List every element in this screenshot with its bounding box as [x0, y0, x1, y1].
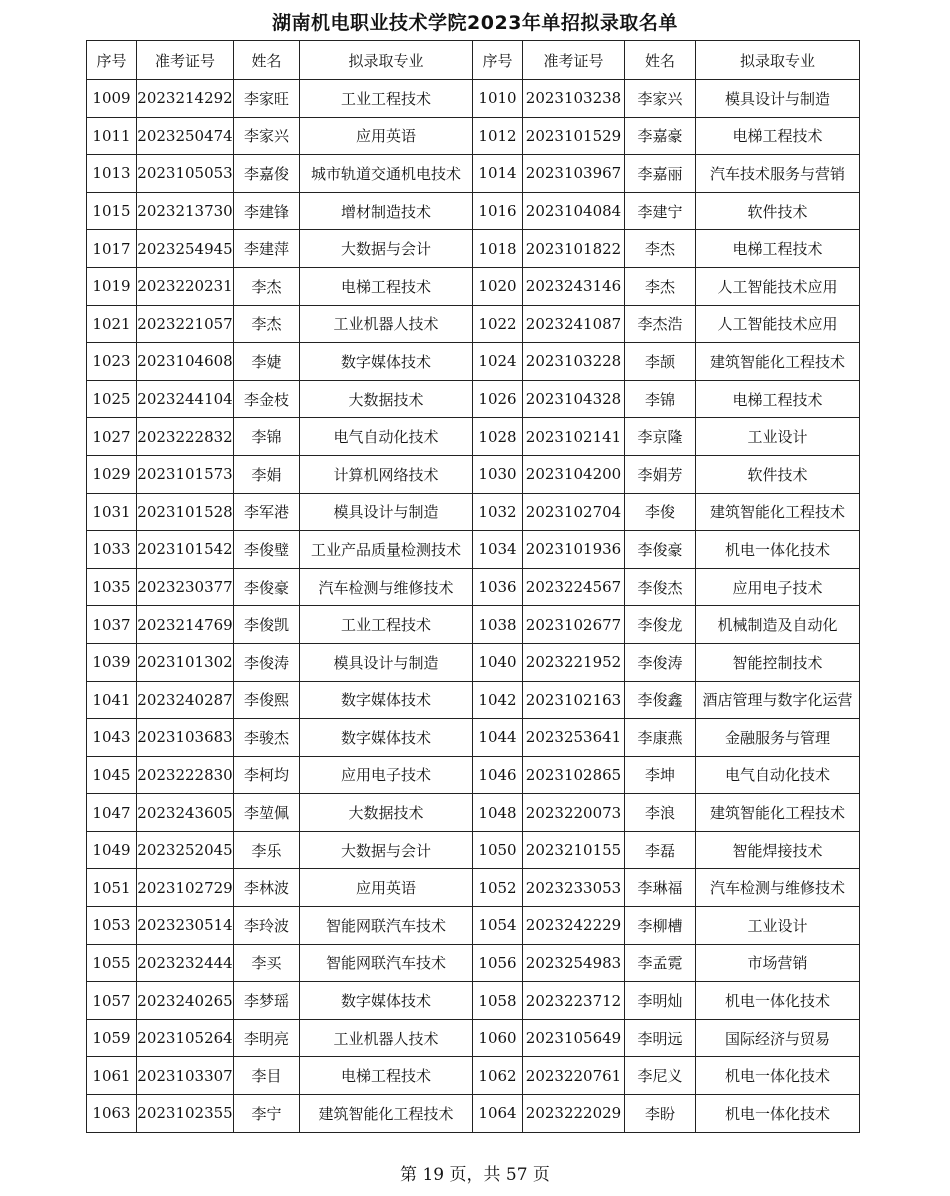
major-cell: 计算机网络技术: [300, 455, 473, 493]
serial-number-cell: 1048: [473, 794, 523, 832]
table-row: [87, 982, 860, 1020]
exam-id-cell: 2023101528: [137, 493, 234, 531]
name-cell: 李婕: [234, 343, 300, 381]
major-cell: 电气自动化技术: [696, 756, 860, 794]
name-cell: 李俊杰: [625, 568, 696, 606]
serial-number-cell: 1021: [87, 305, 137, 343]
exam-id-cell: 2023104328: [523, 380, 625, 418]
major-cell: 工业机器人技术: [300, 1019, 473, 1057]
serial-number-cell: 1013: [87, 155, 137, 193]
major-cell: 机电一体化技术: [696, 1057, 860, 1095]
name-cell: 李明灿: [625, 982, 696, 1020]
exam-id-cell: 2023222830: [137, 756, 234, 794]
name-cell: 李俊鑫: [625, 681, 696, 719]
exam-id-cell: 2023253641: [523, 719, 625, 757]
major-cell: 电梯工程技术: [300, 1057, 473, 1095]
exam-id-cell: 2023232444: [137, 944, 234, 982]
major-cell: 建筑智能化工程技术: [696, 343, 860, 381]
table-row: [87, 192, 860, 230]
serial-number-cell: 1036: [473, 568, 523, 606]
serial-number-cell: 1056: [473, 944, 523, 982]
name-cell: 李俊: [625, 493, 696, 531]
name-cell: 李锦: [234, 418, 300, 456]
exam-id-cell: 2023101302: [137, 643, 234, 681]
major-cell: 人工智能技术应用: [696, 305, 860, 343]
exam-id-cell: 2023240265: [137, 982, 234, 1020]
name-cell: 李俊涛: [625, 643, 696, 681]
exam-id-cell: 2023103683: [137, 719, 234, 757]
name-cell: 李家兴: [234, 117, 300, 155]
serial-number-cell: 1028: [473, 418, 523, 456]
table-row: [87, 869, 860, 907]
major-cell: 智能焊接技术: [696, 831, 860, 869]
table-row: [87, 944, 860, 982]
exam-id-cell: 2023102677: [523, 606, 625, 644]
name-cell: 李堃佩: [234, 794, 300, 832]
major-cell: 机电一体化技术: [696, 982, 860, 1020]
table-row: [87, 493, 860, 531]
name-cell: 李骏杰: [234, 719, 300, 757]
major-cell: 数字媒体技术: [300, 681, 473, 719]
table-row: [87, 230, 860, 268]
exam-id-cell: 2023243605: [137, 794, 234, 832]
exam-id-cell: 2023221057: [137, 305, 234, 343]
name-cell: 李颉: [625, 343, 696, 381]
serial-number-cell: 1038: [473, 606, 523, 644]
major-cell: 软件技术: [696, 455, 860, 493]
table-row: [87, 267, 860, 305]
major-cell: 城市轨道交通机电技术: [300, 155, 473, 193]
major-cell: 电梯工程技术: [696, 380, 860, 418]
exam-id-cell: 2023101542: [137, 531, 234, 569]
major-cell: 工业机器人技术: [300, 305, 473, 343]
exam-id-cell: 2023214292: [137, 80, 234, 118]
serial-number-cell: 1024: [473, 343, 523, 381]
serial-number-cell: 1017: [87, 230, 137, 268]
name-cell: 李锦: [625, 380, 696, 418]
name-cell: 李杰: [234, 305, 300, 343]
name-cell: 李柳槽: [625, 907, 696, 945]
major-cell: 大数据技术: [300, 794, 473, 832]
exam-id-cell: 2023102865: [523, 756, 625, 794]
exam-id-cell: 2023210155: [523, 831, 625, 869]
serial-number-cell: 1054: [473, 907, 523, 945]
exam-id-cell: 2023105053: [137, 155, 234, 193]
serial-number-cell: 1050: [473, 831, 523, 869]
major-cell: 电梯工程技术: [300, 267, 473, 305]
column-header: 序号: [87, 41, 137, 80]
name-cell: 李杰: [625, 267, 696, 305]
major-cell: 机械制造及自动化: [696, 606, 860, 644]
serial-number-cell: 1046: [473, 756, 523, 794]
major-cell: 应用电子技术: [300, 756, 473, 794]
exam-id-cell: 2023101936: [523, 531, 625, 569]
major-cell: 模具设计与制造: [300, 643, 473, 681]
exam-id-cell: 2023220761: [523, 1057, 625, 1095]
major-cell: 工业产品质量检测技术: [300, 531, 473, 569]
exam-id-cell: 2023104608: [137, 343, 234, 381]
table-row: [87, 606, 860, 644]
table-row: [87, 681, 860, 719]
exam-id-cell: 2023101529: [523, 117, 625, 155]
name-cell: 李孟霓: [625, 944, 696, 982]
exam-id-cell: 2023214769: [137, 606, 234, 644]
table-row: [87, 418, 860, 456]
exam-id-cell: 2023244104: [137, 380, 234, 418]
table-row: [87, 343, 860, 381]
name-cell: 李宁: [234, 1095, 300, 1133]
exam-id-cell: 2023240287: [137, 681, 234, 719]
exam-id-cell: 2023103228: [523, 343, 625, 381]
serial-number-cell: 1041: [87, 681, 137, 719]
table-row: [87, 756, 860, 794]
major-cell: 软件技术: [696, 192, 860, 230]
table-row: [87, 907, 860, 945]
exam-id-cell: 2023103238: [523, 80, 625, 118]
name-cell: 李俊凯: [234, 606, 300, 644]
name-cell: 李金枝: [234, 380, 300, 418]
name-cell: 李尼义: [625, 1057, 696, 1095]
exam-id-cell: 2023230514: [137, 907, 234, 945]
major-cell: 汽车检测与维修技术: [300, 568, 473, 606]
serial-number-cell: 1030: [473, 455, 523, 493]
admission-table: [86, 40, 860, 1133]
serial-number-cell: 1018: [473, 230, 523, 268]
serial-number-cell: 1011: [87, 117, 137, 155]
exam-id-cell: 2023101822: [523, 230, 625, 268]
name-cell: 李乐: [234, 831, 300, 869]
column-header: 拟录取专业: [696, 41, 860, 80]
name-cell: 李林波: [234, 869, 300, 907]
exam-id-cell: 2023233053: [523, 869, 625, 907]
exam-id-cell: 2023103967: [523, 155, 625, 193]
serial-number-cell: 1027: [87, 418, 137, 456]
serial-number-cell: 1022: [473, 305, 523, 343]
exam-id-cell: 2023104084: [523, 192, 625, 230]
exam-id-cell: 2023241087: [523, 305, 625, 343]
serial-number-cell: 1055: [87, 944, 137, 982]
name-cell: 李嘉俊: [234, 155, 300, 193]
major-cell: 人工智能技术应用: [696, 267, 860, 305]
table-row: [87, 455, 860, 493]
name-cell: 李康燕: [625, 719, 696, 757]
major-cell: 建筑智能化工程技术: [696, 794, 860, 832]
major-cell: 增材制造技术: [300, 192, 473, 230]
name-cell: 李浪: [625, 794, 696, 832]
name-cell: 李嘉豪: [625, 117, 696, 155]
exam-id-cell: 2023224567: [523, 568, 625, 606]
serial-number-cell: 1014: [473, 155, 523, 193]
name-cell: 李建宁: [625, 192, 696, 230]
exam-id-cell: 2023102163: [523, 681, 625, 719]
exam-id-cell: 2023213730: [137, 192, 234, 230]
table-row: [87, 1095, 860, 1133]
exam-id-cell: 2023220231: [137, 267, 234, 305]
exam-id-cell: 2023104200: [523, 455, 625, 493]
major-cell: 汽车检测与维修技术: [696, 869, 860, 907]
name-cell: 李杰: [234, 267, 300, 305]
major-cell: 智能控制技术: [696, 643, 860, 681]
major-cell: 工业设计: [696, 418, 860, 456]
serial-number-cell: 1051: [87, 869, 137, 907]
serial-number-cell: 1049: [87, 831, 137, 869]
serial-number-cell: 1042: [473, 681, 523, 719]
column-header: 准考证号: [523, 41, 625, 80]
serial-number-cell: 1043: [87, 719, 137, 757]
serial-number-cell: 1037: [87, 606, 137, 644]
serial-number-cell: 1026: [473, 380, 523, 418]
exam-id-cell: 2023102355: [137, 1095, 234, 1133]
name-cell: 李娟芳: [625, 455, 696, 493]
exam-id-cell: 2023254945: [137, 230, 234, 268]
name-cell: 李目: [234, 1057, 300, 1095]
table-row: [87, 831, 860, 869]
exam-id-cell: 2023243146: [523, 267, 625, 305]
serial-number-cell: 1062: [473, 1057, 523, 1095]
table-body: [87, 80, 860, 1133]
table-row: [87, 1057, 860, 1095]
major-cell: 机电一体化技术: [696, 531, 860, 569]
major-cell: 建筑智能化工程技术: [300, 1095, 473, 1133]
name-cell: 李嘉丽: [625, 155, 696, 193]
name-cell: 李娟: [234, 455, 300, 493]
major-cell: 工业工程技术: [300, 80, 473, 118]
column-header: 姓名: [234, 41, 300, 80]
major-cell: 大数据技术: [300, 380, 473, 418]
name-cell: 李坤: [625, 756, 696, 794]
name-cell: 李盼: [625, 1095, 696, 1133]
name-cell: 李俊龙: [625, 606, 696, 644]
serial-number-cell: 1025: [87, 380, 137, 418]
exam-id-cell: 2023242229: [523, 907, 625, 945]
serial-number-cell: 1019: [87, 267, 137, 305]
table-row: [87, 1019, 860, 1057]
major-cell: 建筑智能化工程技术: [696, 493, 860, 531]
serial-number-cell: 1060: [473, 1019, 523, 1057]
exam-id-cell: 2023102704: [523, 493, 625, 531]
table-row: [87, 643, 860, 681]
major-cell: 大数据与会计: [300, 230, 473, 268]
serial-number-cell: 1010: [473, 80, 523, 118]
column-header: 序号: [473, 41, 523, 80]
table-row: [87, 531, 860, 569]
major-cell: 汽车技术服务与营销: [696, 155, 860, 193]
major-cell: 金融服务与管理: [696, 719, 860, 757]
major-cell: 工业设计: [696, 907, 860, 945]
exam-id-cell: 2023221952: [523, 643, 625, 681]
name-cell: 李玲波: [234, 907, 300, 945]
major-cell: 数字媒体技术: [300, 719, 473, 757]
table-row: [87, 80, 860, 118]
name-cell: 李建锋: [234, 192, 300, 230]
serial-number-cell: 1052: [473, 869, 523, 907]
name-cell: 李明亮: [234, 1019, 300, 1057]
serial-number-cell: 1033: [87, 531, 137, 569]
column-header: 拟录取专业: [300, 41, 473, 80]
major-cell: 应用英语: [300, 117, 473, 155]
name-cell: 李杰浩: [625, 305, 696, 343]
major-cell: 模具设计与制造: [300, 493, 473, 531]
major-cell: 酒店管理与数字化运营: [696, 681, 860, 719]
page-title: 湖南机电职业技术学院2023年单招拟录取名单: [272, 12, 678, 34]
serial-number-cell: 1057: [87, 982, 137, 1020]
major-cell: 工业工程技术: [300, 606, 473, 644]
serial-number-cell: 1032: [473, 493, 523, 531]
exam-id-cell: 2023252045: [137, 831, 234, 869]
exam-id-cell: 2023223712: [523, 982, 625, 1020]
major-cell: 应用英语: [300, 869, 473, 907]
exam-id-cell: 2023250474: [137, 117, 234, 155]
table-row: [87, 380, 860, 418]
serial-number-cell: 1034: [473, 531, 523, 569]
serial-number-cell: 1044: [473, 719, 523, 757]
major-cell: 市场营销: [696, 944, 860, 982]
table-row: [87, 719, 860, 757]
serial-number-cell: 1045: [87, 756, 137, 794]
serial-number-cell: 1023: [87, 343, 137, 381]
name-cell: 李京隆: [625, 418, 696, 456]
major-cell: 智能网联汽车技术: [300, 907, 473, 945]
major-cell: 模具设计与制造: [696, 80, 860, 118]
major-cell: 应用电子技术: [696, 568, 860, 606]
table-row: [87, 305, 860, 343]
name-cell: 李俊豪: [234, 568, 300, 606]
exam-id-cell: 2023222029: [523, 1095, 625, 1133]
name-cell: 李俊涛: [234, 643, 300, 681]
major-cell: 数字媒体技术: [300, 343, 473, 381]
name-cell: 李杰: [625, 230, 696, 268]
table-row: [87, 155, 860, 193]
name-cell: 李柯均: [234, 756, 300, 794]
exam-id-cell: 2023105264: [137, 1019, 234, 1057]
serial-number-cell: 1035: [87, 568, 137, 606]
serial-number-cell: 1009: [87, 80, 137, 118]
exam-id-cell: 2023220073: [523, 794, 625, 832]
name-cell: 李俊熙: [234, 681, 300, 719]
name-cell: 李梦瑶: [234, 982, 300, 1020]
serial-number-cell: 1059: [87, 1019, 137, 1057]
serial-number-cell: 1058: [473, 982, 523, 1020]
table-row: [87, 568, 860, 606]
major-cell: 机电一体化技术: [696, 1095, 860, 1133]
exam-id-cell: 2023105649: [523, 1019, 625, 1057]
serial-number-cell: 1063: [87, 1095, 137, 1133]
name-cell: 李明远: [625, 1019, 696, 1057]
name-cell: 李家旺: [234, 80, 300, 118]
exam-id-cell: 2023222832: [137, 418, 234, 456]
serial-number-cell: 1012: [473, 117, 523, 155]
serial-number-cell: 1053: [87, 907, 137, 945]
serial-number-cell: 1029: [87, 455, 137, 493]
name-cell: 李磊: [625, 831, 696, 869]
name-cell: 李琳福: [625, 869, 696, 907]
name-cell: 李军港: [234, 493, 300, 531]
major-cell: 电气自动化技术: [300, 418, 473, 456]
exam-id-cell: 2023230377: [137, 568, 234, 606]
major-cell: 数字媒体技术: [300, 982, 473, 1020]
serial-number-cell: 1015: [87, 192, 137, 230]
major-cell: 大数据与会计: [300, 831, 473, 869]
major-cell: 电梯工程技术: [696, 230, 860, 268]
table-row: [87, 794, 860, 832]
name-cell: 李家兴: [625, 80, 696, 118]
serial-number-cell: 1020: [473, 267, 523, 305]
column-header: 准考证号: [137, 41, 234, 80]
serial-number-cell: 1047: [87, 794, 137, 832]
name-cell: 李俊璧: [234, 531, 300, 569]
exam-id-cell: 2023103307: [137, 1057, 234, 1095]
exam-id-cell: 2023102141: [523, 418, 625, 456]
serial-number-cell: 1039: [87, 643, 137, 681]
serial-number-cell: 1061: [87, 1057, 137, 1095]
major-cell: 智能网联汽车技术: [300, 944, 473, 982]
exam-id-cell: 2023101573: [137, 455, 234, 493]
column-header: 姓名: [625, 41, 696, 80]
name-cell: 李建萍: [234, 230, 300, 268]
major-cell: 电梯工程技术: [696, 117, 860, 155]
exam-id-cell: 2023254983: [523, 944, 625, 982]
serial-number-cell: 1031: [87, 493, 137, 531]
name-cell: 李买: [234, 944, 300, 982]
exam-id-cell: 2023102729: [137, 869, 234, 907]
table-header-row: [87, 41, 860, 80]
major-cell: 国际经济与贸易: [696, 1019, 860, 1057]
serial-number-cell: 1064: [473, 1095, 523, 1133]
serial-number-cell: 1040: [473, 643, 523, 681]
table-row: [87, 117, 860, 155]
serial-number-cell: 1016: [473, 192, 523, 230]
page-number: 第 19 页，共 57 页: [400, 1165, 550, 1185]
name-cell: 李俊豪: [625, 531, 696, 569]
